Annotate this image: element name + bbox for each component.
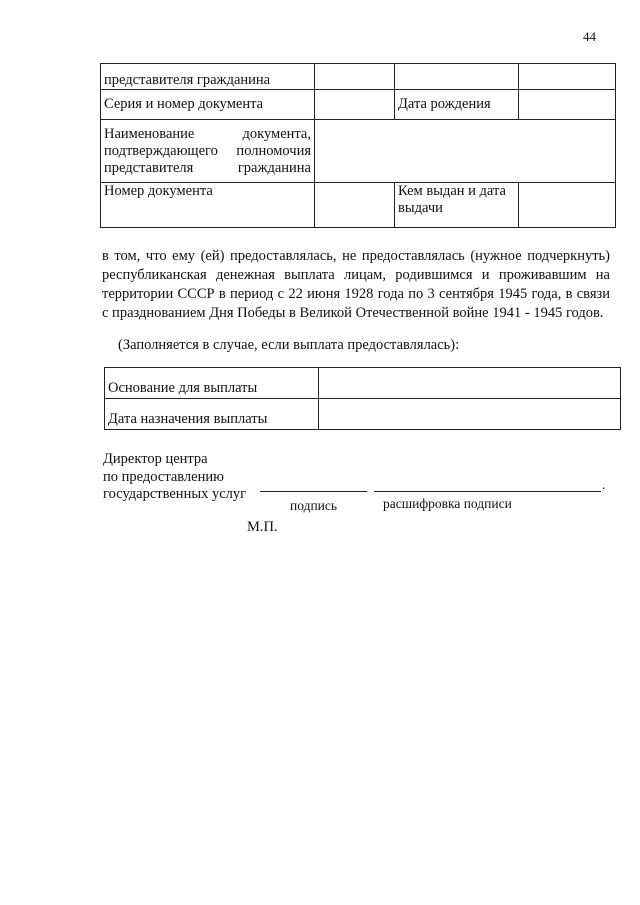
birth-date-value[interactable] [519,90,616,120]
table-row [101,183,616,228]
signature-block [103,451,246,504]
table-row [105,399,621,430]
end-mark: . [602,477,606,492]
payment-date-value[interactable] [319,399,621,430]
payment-table [104,367,621,430]
table-cell-empty[interactable] [395,64,519,90]
decoding-caption: расшифровка подписи [383,496,512,511]
signature-caption: подпись [290,498,338,513]
director-title-line3: государственных услуг [103,486,247,502]
signature-decoding-line[interactable] [374,491,601,492]
document-series-label: Серия и номер документа [101,90,315,120]
table-row [101,64,616,90]
director-title-line2: по предоставлению [103,468,224,485]
issued-by-value[interactable] [519,183,616,228]
payment-date-label: Дата назначения выплаты [105,399,319,430]
table-cell-empty[interactable] [519,64,616,90]
table-row [101,120,616,183]
table-row [105,368,621,399]
table-cell-empty[interactable] [315,64,395,90]
table-row [101,90,616,120]
representative-table [100,63,616,228]
birth-date-label: Дата рождения [395,90,519,120]
stamp-place: М.П. [247,519,278,535]
payment-basis-value[interactable] [319,368,621,399]
document-number-label: Номер документа [101,183,315,228]
body-paragraph: в том, что ему (ей) предоставлялась, не предоставлялась (нужное подчеркнуть) республиканская денежная выплата лицам, родившимся и проживавшим на территории СССР в период с 22 июня 1928 года по 3 сентября 1945 года, в связи с празднованием Дня Победы в Великой Отечественной войне 1941 - 1945 годов. [102,248,610,321]
document-series-value[interactable] [315,90,395,120]
director-title-line1: Директор центра [103,451,208,467]
representative-label: представителя гражданина [101,64,315,90]
authority-document-label: Наименование документа, подтверждающего полномочия представителя гражданина [101,120,315,183]
document-number-value[interactable] [315,183,395,228]
authority-document-value[interactable] [315,120,616,183]
issued-by-label: Кем выдан и дата выдачи [395,183,519,228]
payment-basis-label: Основание для выплаты [105,368,319,399]
fill-note: (Заполняется в случае, если выплата предоставлялась): [118,337,460,353]
signature-line[interactable] [260,491,367,492]
page-number: 44 [583,29,596,44]
